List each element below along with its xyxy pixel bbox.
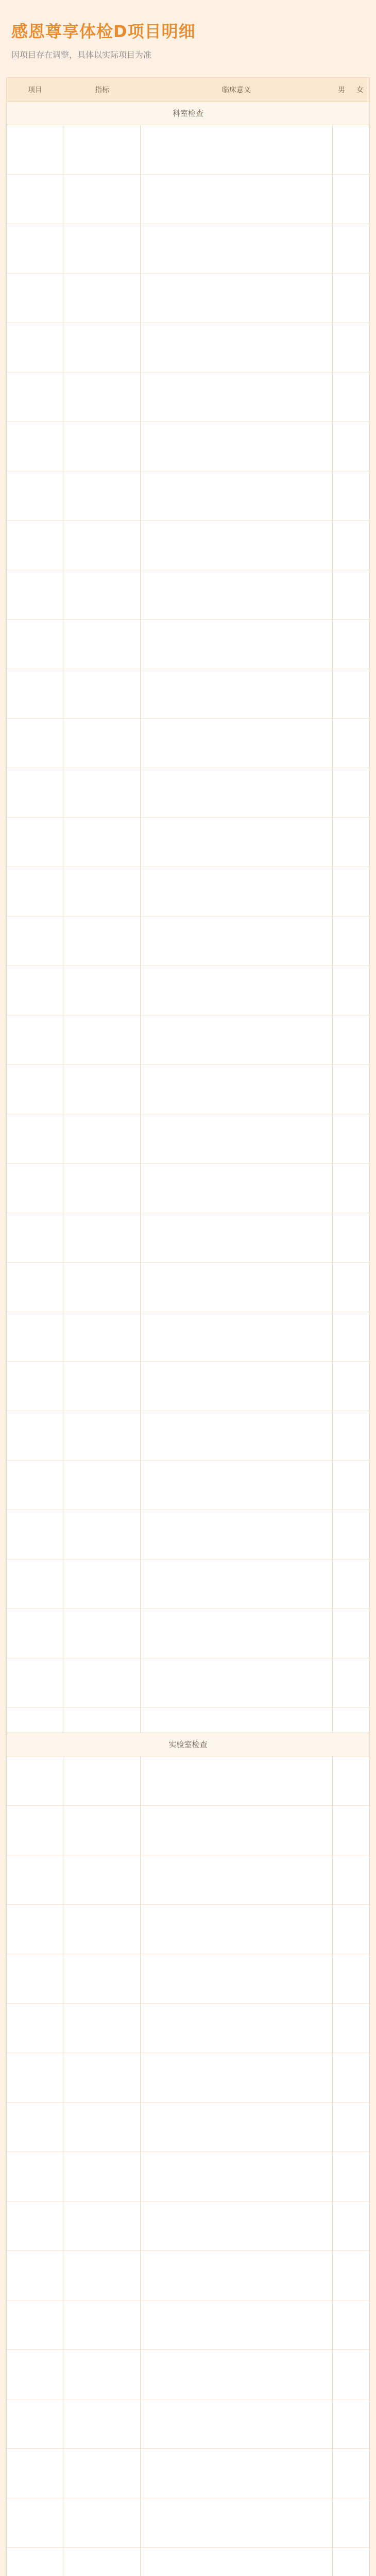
column-header-item: 项目 bbox=[28, 86, 42, 94]
page-title: 感恩尊享体检D项目明细 bbox=[11, 22, 196, 41]
page-subtitle: 因项目存在调整，具体以实际项目为准 bbox=[11, 50, 152, 60]
column-header-indicator: 指标 bbox=[95, 86, 109, 94]
table-column-headers bbox=[7, 78, 369, 102]
column-header-clinical-meaning: 临床意义 bbox=[222, 86, 251, 94]
section-rows-department-exams bbox=[7, 125, 369, 1733]
section-header-lab-tests: 实验室检查 bbox=[7, 1733, 369, 1756]
section-header-department-exams: 科室检查 bbox=[7, 102, 369, 125]
page-header bbox=[0, 0, 376, 77]
column-header-male: 男 bbox=[338, 86, 345, 94]
section-rows-lab-tests bbox=[7, 1756, 369, 2576]
column-header-female: 女 bbox=[356, 86, 364, 94]
item-table bbox=[6, 77, 370, 2576]
